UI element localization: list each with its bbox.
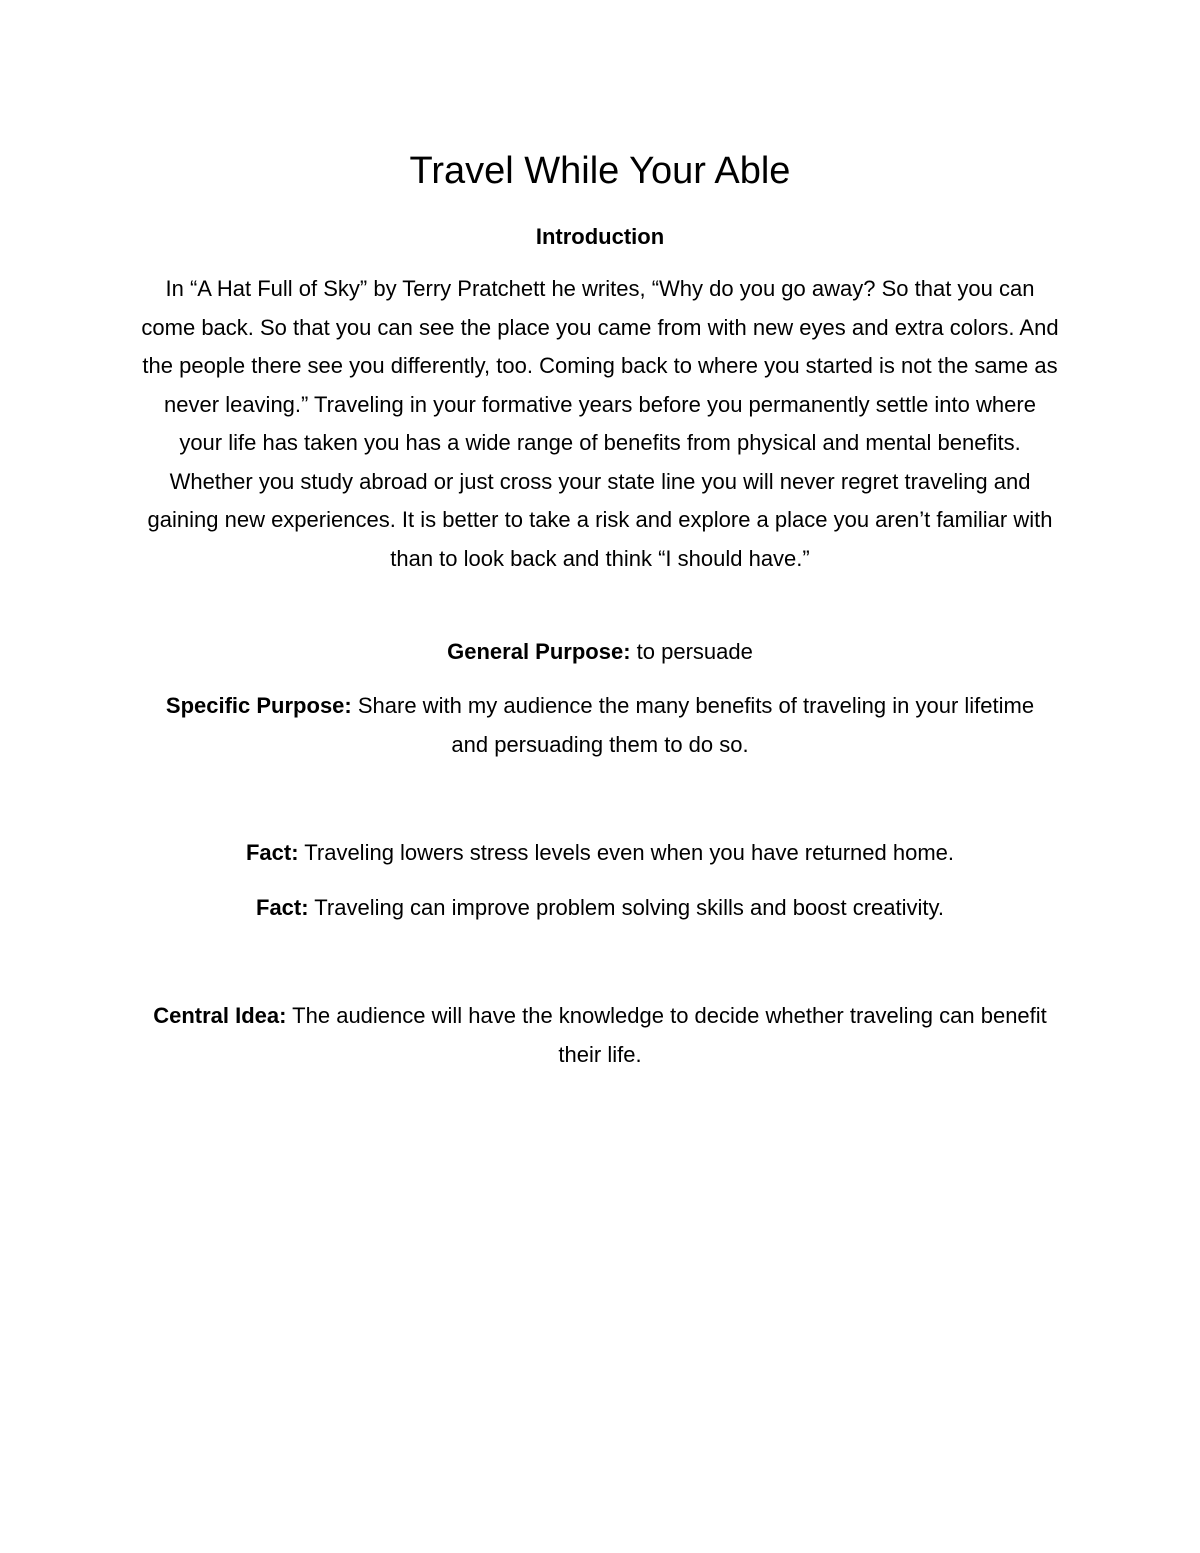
central-idea-line <box>145 997 1055 1074</box>
central-idea-text: The audience will have the knowledge to decide whether traveling can benefit their life. <box>286 1003 1047 1067</box>
introduction-paragraph: In “A Hat Full of Sky” by Terry Pratchett he writes, “Why do you go away? So that you can come back. So that you can see the place you came from with new eyes and extra colors. And the people there see you differently, too. Coming back to where you started is not the same as never leaving.” Traveling in your formative years before you permanently settle into where your life has taken you has a wide range of benefits from physical and mental benefits. Whether you study abroad or just cross your state line you will never regret traveling and gaining new experiences. It is better to take a risk and explore a place you aren’t familiar with than to look back and think “I should have.” <box>141 276 1059 571</box>
fact-line-2 <box>140 889 1060 928</box>
fact-label-2: Fact: <box>256 895 309 920</box>
document-title: Travel While Your Able <box>409 150 791 192</box>
introduction-heading: Introduction <box>535 224 665 249</box>
general-purpose-text: to persuade <box>630 639 753 664</box>
fact-text-2: Traveling can improve problem solving skills and boost creativity. <box>308 895 944 920</box>
specific-purpose-label: Specific Purpose: <box>165 693 352 718</box>
fact-line-1 <box>140 834 1060 873</box>
general-purpose-label: General Purpose: <box>447 639 631 664</box>
fact-label-1: Fact: <box>245 840 299 865</box>
general-purpose-line <box>140 633 1060 672</box>
central-idea-label: Central Idea: <box>153 1003 287 1028</box>
fact-text-1: Traveling lowers stress levels even when you have returned home. <box>298 840 954 865</box>
specific-purpose-line <box>145 687 1055 764</box>
specific-purpose-text: Share with my audience the many benefits of traveling in your lifetime and persuading them to do so. <box>351 693 1035 757</box>
